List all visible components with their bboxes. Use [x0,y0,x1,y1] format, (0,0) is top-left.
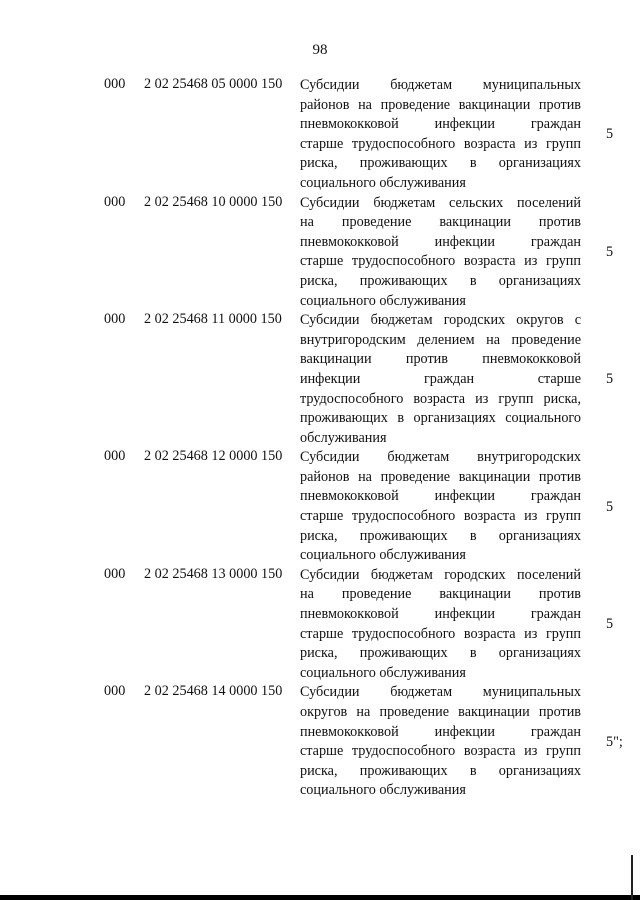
description-line: риска, проживающих в организациях [300,272,581,289]
description-line: риска, проживающих в организациях [300,155,581,172]
description-line: пневмококковой инфекции граждан [300,606,581,623]
description [300,76,581,194]
description-line: старше трудоспособного возраста из групп [300,625,581,642]
description-line: вакцинации против пневмококковой [300,351,581,368]
description-line: старше трудоспособного возраста из групп [300,135,581,152]
description-line: округов на проведение вакцинации против [300,704,581,720]
description [300,194,581,312]
description-line: риска, проживающих в организациях [300,645,581,662]
description-line: пневмококковой инфекции граждан [300,723,581,740]
description-line: районов на проведение вакцинации против [300,96,581,113]
description-line: старше трудоспособного возраста из групп [300,508,581,525]
amount-value: 5 [606,498,614,515]
budget-code: 2 02 25468 14 0000 150 [144,683,283,700]
description-line: Субсидии бюджетам сельских поселений [300,194,581,211]
description-line: пневмококковой инфекции граждан [300,116,581,133]
description-line: проживающих в организациях социального [300,410,581,427]
description [300,448,581,566]
amount-value: 5"; [606,733,623,750]
description-line: старше трудоспособного возраста из групп [300,253,581,270]
description-line: Субсидии бюджетам муниципальных [300,684,581,701]
description [300,311,581,448]
budget-code: 2 02 25468 12 0000 150 [144,448,283,465]
admin-code: 000 [104,193,126,210]
description [300,566,581,684]
description-line: пневмококковой инфекции граждан [300,488,581,505]
budget-code: 2 02 25468 10 0000 150 [144,193,283,210]
description-line: Субсидии бюджетам муниципальных [300,77,581,93]
scan-edge-line [631,855,633,900]
table-row [0,683,640,801]
description-line: внутригородским делением на проведение [300,331,581,348]
description-line: Субсидии бюджетам внутригородских [300,449,581,466]
amount-value: 5 [606,371,614,388]
description-line: риска, проживающих в организациях [300,762,581,779]
amount-value: 5 [606,126,614,143]
table-row [0,76,640,194]
description-line: на проведение вакцинации против [300,214,581,231]
description-line: риска, проживающих в организациях [300,527,581,544]
description-line: трудоспособного возраста из групп риска, [300,390,581,407]
amount-value: 5 [606,616,614,633]
description-line: старше трудоспособного возраста из групп [300,743,581,760]
admin-code: 000 [104,683,126,700]
budget-code: 2 02 25468 05 0000 150 [144,76,283,92]
admin-code: 000 [104,448,126,465]
amount-value: 5 [606,243,614,260]
description-line: социального обслуживания [300,174,466,191]
budget-code: 2 02 25468 11 0000 150 [144,311,282,328]
description-line: Субсидии бюджетам городских округов с [300,312,581,329]
description-line: социального обслуживания [300,782,466,799]
description-line: социального обслуживания [300,292,466,309]
admin-code: 000 [104,76,126,92]
description-line: обслуживания [300,429,387,446]
scan-edge-bar [0,895,640,900]
page-number: 98 [312,42,328,58]
budget-codes-table [0,76,640,801]
description-line: районов на проведение вакцинации против [300,468,581,485]
description-line: социального обслуживания [300,664,466,681]
description-line: Субсидии бюджетам городских поселений [300,566,581,583]
admin-code: 000 [104,565,126,582]
table-row [0,448,640,566]
table-row [0,566,640,684]
table-row [0,194,640,312]
description-line: социального обслуживания [300,547,466,564]
description-line: пневмококковой инфекции граждан [300,233,581,250]
description [300,683,581,801]
budget-code: 2 02 25468 13 0000 150 [144,565,283,582]
admin-code: 000 [104,311,126,328]
table-row [0,311,640,448]
description-line: на проведение вакцинации против [300,586,581,603]
description-line: инфекции граждан старше [300,370,581,387]
